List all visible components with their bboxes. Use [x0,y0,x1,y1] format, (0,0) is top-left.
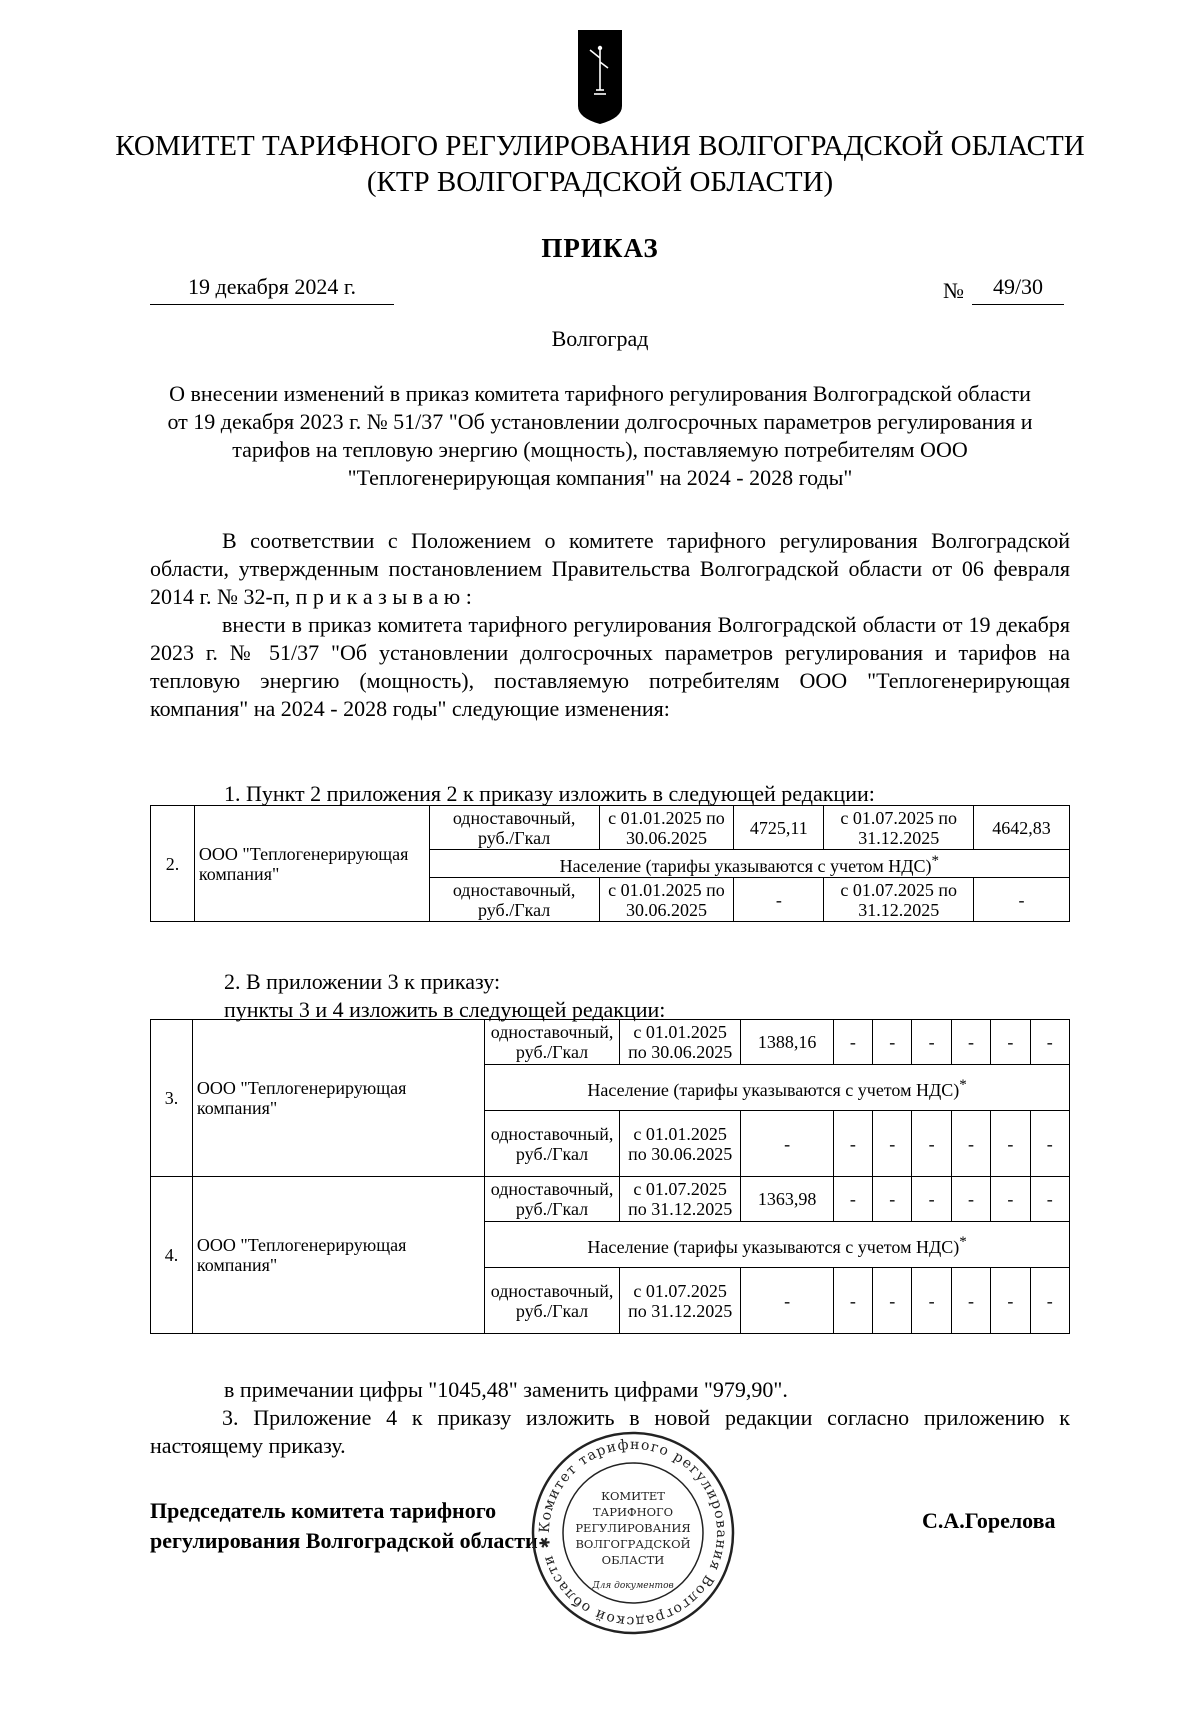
org-name: КОМИТЕТ ТАРИФНОГО РЕГУЛИРОВАНИЯ ВОЛГОГРАДСКОЙ ОБЛАСТИ [115,130,1085,162]
dash-cell: - [833,1268,872,1334]
value-cell: - [734,878,824,922]
table-row [151,1020,1070,1065]
population-header: Население (тарифы указываются с учетом НДС)* [429,850,1069,878]
population-header: Население (тарифы указываются с учетом НДС)* [485,1222,1070,1268]
tariff-table-1 [150,805,1070,922]
official-seal-stamp [528,1428,738,1638]
rate-type-cell: одноставочный, руб./Гкал [485,1177,620,1222]
company-cell: ООО "Теплогенерирующая компания" [192,1177,484,1334]
signatory-position: Председатель комитета тарифного регулирования Волгоградской области [150,1498,538,1553]
order-number: 49/30 [972,274,1064,305]
city: Волгоград [551,326,649,351]
dash-cell: - [991,1177,1030,1222]
note-paragraph: в примечании цифры "1045,48" заменить цифрами "979,90". [224,1377,788,1402]
period-cell: с 01.07.2025 по 31.12.2025 [824,806,974,850]
order-number-label: № [943,278,964,303]
dash-cell: - [991,1268,1030,1334]
dash-cell: - [833,1020,872,1065]
period-cell: с 01.01.2025 по 30.06.2025 [599,806,734,850]
order-date: 19 декабря 2024 г. [150,274,394,305]
doc-type-title: ПРИКАЗ [541,233,659,263]
rate-type-cell: одноставочный, руб./Гкал [485,1020,620,1065]
period-cell: с 01.07.2025 по 31.12.2025 [619,1268,741,1334]
table-row [151,806,1070,850]
population-header: Население (тарифы указываются с учетом НДС)* [485,1065,1070,1111]
value-cell: - [741,1111,833,1177]
svg-text:КОМИТЕТ: КОМИТЕТ [601,1489,665,1503]
rate-type-cell: одноставочный, руб./Гкал [429,806,599,850]
main-paragraph: внести в приказ комитета тарифного регулирования Волгоградской области от 19 декабря 2023 г. № 51/37 "Об установлении долгосрочных параметров регулирования и тарифов на тепловую энергию (мощность), поставляемую потребителям ООО "Теплогенерирующая компания" на 2024 - 2028 годы" следующие изменения: [150,612,1070,721]
dash-cell: - [1030,1111,1069,1177]
dash-cell: - [912,1111,951,1177]
dash-cell: - [991,1020,1030,1065]
dash-cell: - [1030,1177,1069,1222]
dash-cell: - [873,1177,912,1222]
svg-text:РЕГУЛИРОВАНИЯ: РЕГУЛИРОВАНИЯ [575,1521,691,1535]
item-3: 3. Приложение 4 к приказу изложить в новой редакции согласно приложению к настоящему приказу. [150,1405,1070,1458]
value-cell: 1363,98 [741,1177,833,1222]
value-cell: - [974,878,1070,922]
item-1: 1. Пункт 2 приложения 2 к приказу изложить в следующей редакции: [224,781,875,806]
value-cell: 1388,16 [741,1020,833,1065]
order-subject: О внесении изменений в приказ комитета тарифного регулирования Волгоградской области от 19 декабря 2023 г. № 51/37 "Об установлении долгосрочных параметров регулирования и тарифов на тепловую энергию (мощность), поставляемую потребителям ООО "Теплогенерирующая компания" на 2024 - 2028 годы" [167,381,1033,490]
item-2: 2. В приложении 3 к приказу: [224,969,501,994]
rate-type-cell: одноставочный, руб./Гкал [485,1268,620,1334]
period-cell: с 01.01.2025 по 30.06.2025 [599,878,734,922]
dash-cell: - [951,1268,990,1334]
row-number: 2. [151,806,195,922]
dash-cell: - [873,1268,912,1334]
svg-text:ВОЛГОГРАДСКОЙ: ВОЛГОГРАДСКОЙ [575,1537,691,1551]
svg-text:Комитет тарифного регулировани: Комитет тарифного регулирования Волгоградской области ✱ [536,1436,730,1630]
dash-cell: - [912,1020,951,1065]
dash-cell: - [912,1268,951,1334]
rate-type-cell: одноставочный, руб./Гкал [429,878,599,922]
row-number: 4. [151,1177,193,1334]
org-short-name: (КТР ВОЛГОГРАДСКОЙ ОБЛАСТИ) [366,166,834,198]
value-cell: 4725,11 [734,806,824,850]
svg-text:Для документов: Для документов [592,1581,674,1591]
period-cell: с 01.01.2025 по 30.06.2025 [619,1111,741,1177]
preamble-paragraph: В соответствии с Положением о комитете тарифного регулирования Волгоградской области, утвержденным постановлением Правительства Волгоградской области от 06 февраля 2014 г. № 32-п, п р и к а з ы в а ю : [150,528,1070,609]
dash-cell: - [1030,1268,1069,1334]
value-cell: - [741,1268,833,1334]
dash-cell: - [873,1111,912,1177]
svg-text:ТАРИФНОГО: ТАРИФНОГО [592,1505,674,1519]
period-cell: с 01.01.2025 по 30.06.2025 [619,1020,741,1065]
dash-cell: - [873,1020,912,1065]
svg-text:ОБЛАСТИ: ОБЛАСТИ [601,1553,665,1567]
dash-cell: - [833,1111,872,1177]
value-cell: 4642,83 [974,806,1070,850]
dash-cell: - [991,1111,1030,1177]
company-cell: ООО "Теплогенерирующая компания" [192,1020,484,1177]
signatory-name: С.А.Горелова [922,1508,1056,1533]
coat-of-arms-emblem [576,28,624,126]
period-cell: с 01.07.2025 по 31.12.2025 [824,878,974,922]
rate-type-cell: одноставочный, руб./Гкал [485,1111,620,1177]
table-row [151,1177,1070,1222]
dash-cell: - [951,1111,990,1177]
dash-cell: - [833,1177,872,1222]
dash-cell: - [951,1177,990,1222]
dash-cell: - [1030,1020,1069,1065]
row-number: 3. [151,1020,193,1177]
company-cell: ООО "Теплогенерирующая компания" [194,806,429,922]
period-cell: с 01.07.2025 по 31.12.2025 [619,1177,741,1222]
item-2-sub: пункты 3 и 4 изложить в следующей редакции: [224,997,666,1022]
tariff-table-2 [150,1019,1070,1334]
dash-cell: - [912,1177,951,1222]
dash-cell: - [951,1020,990,1065]
